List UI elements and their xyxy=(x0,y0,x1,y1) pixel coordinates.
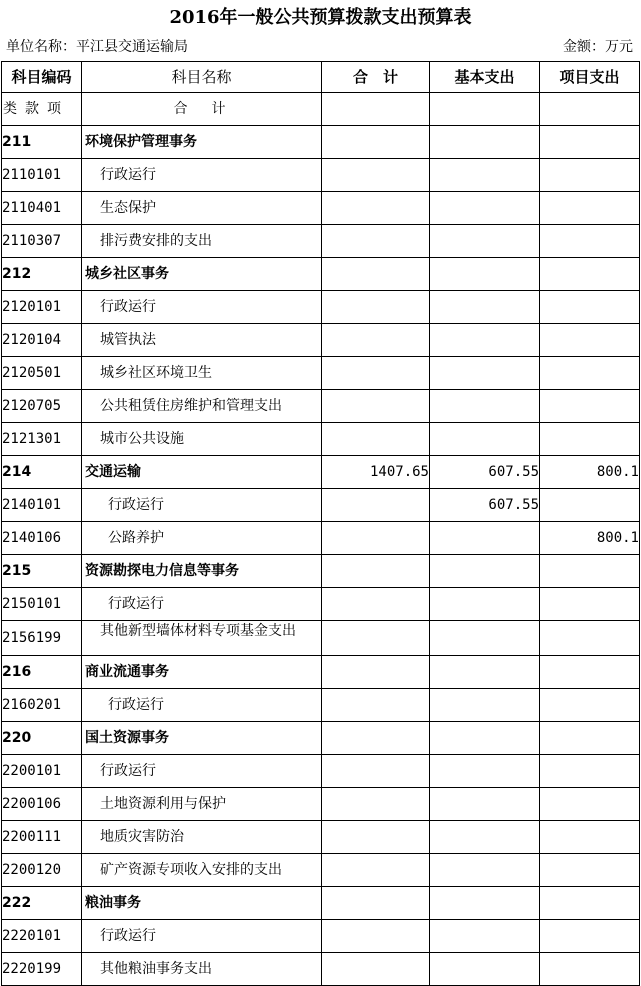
row-total xyxy=(322,390,430,423)
row-total: 1407.65 xyxy=(322,456,430,489)
row-total xyxy=(322,522,430,555)
table-row xyxy=(2,324,640,357)
row-name: 生态保护 xyxy=(82,192,322,225)
row-code: 215 xyxy=(2,555,82,588)
row-name: 城乡社区环境卫生 xyxy=(82,357,322,390)
category-row xyxy=(2,258,640,291)
row-name: 公路养护 xyxy=(82,522,322,555)
row-name: 地质灾害防治 xyxy=(82,821,322,854)
category-row xyxy=(2,555,640,588)
row-basic xyxy=(430,689,540,722)
total-row-project xyxy=(540,93,640,126)
table-row xyxy=(2,522,640,555)
table-row xyxy=(2,423,640,456)
row-total xyxy=(322,588,430,621)
row-name: 交通运输 xyxy=(82,456,322,489)
row-code: 216 xyxy=(2,656,82,689)
row-code: 2110307 xyxy=(2,225,82,258)
row-total xyxy=(322,621,430,656)
row-name: 行政运行 xyxy=(82,588,322,621)
row-project xyxy=(540,192,640,225)
table-row xyxy=(2,788,640,821)
row-project xyxy=(540,225,640,258)
row-total xyxy=(322,258,430,291)
row-name: 矿产资源专项收入安排的支出 xyxy=(82,854,322,887)
row-code: 2140101 xyxy=(2,489,82,522)
row-basic xyxy=(430,621,540,656)
table-row xyxy=(2,390,640,423)
row-project xyxy=(540,291,640,324)
row-code: 2121301 xyxy=(2,423,82,456)
row-project xyxy=(540,159,640,192)
amount-unit: 金额：万元 xyxy=(563,39,633,55)
row-project xyxy=(540,821,640,854)
table-row xyxy=(2,953,640,986)
row-basic xyxy=(430,357,540,390)
row-total xyxy=(322,291,430,324)
total-row-name: 合计 xyxy=(82,93,322,126)
row-total xyxy=(322,953,430,986)
row-project xyxy=(540,722,640,755)
row-basic xyxy=(430,159,540,192)
row-basic xyxy=(430,821,540,854)
row-code: 2200106 xyxy=(2,788,82,821)
header-code: 科目编码 xyxy=(2,62,82,93)
row-name: 粮油事务 xyxy=(82,887,322,920)
row-code: 2220101 xyxy=(2,920,82,953)
header-basic: 基本支出 xyxy=(430,62,540,93)
row-total xyxy=(322,126,430,159)
total-row-total xyxy=(322,93,430,126)
category-row xyxy=(2,722,640,755)
row-code: 2120104 xyxy=(2,324,82,357)
row-project xyxy=(540,689,640,722)
row-code: 212 xyxy=(2,258,82,291)
row-name: 城管执法 xyxy=(82,324,322,357)
table-row xyxy=(2,159,640,192)
row-code: 222 xyxy=(2,887,82,920)
row-basic xyxy=(430,788,540,821)
row-code: 2200111 xyxy=(2,821,82,854)
header-project: 项目支出 xyxy=(540,62,640,93)
row-name: 行政运行 xyxy=(82,755,322,788)
row-total xyxy=(322,920,430,953)
table-row xyxy=(2,920,640,953)
row-project xyxy=(540,357,640,390)
total-row xyxy=(2,93,640,126)
row-basic xyxy=(430,291,540,324)
row-total xyxy=(322,755,430,788)
row-project xyxy=(540,489,640,522)
row-total xyxy=(322,225,430,258)
row-total xyxy=(322,489,430,522)
row-code: 2150101 xyxy=(2,588,82,621)
row-basic: 607.55 xyxy=(430,489,540,522)
row-project xyxy=(540,555,640,588)
row-basic xyxy=(430,555,540,588)
row-total xyxy=(322,689,430,722)
row-total xyxy=(322,722,430,755)
row-name: 商业流通事务 xyxy=(82,656,322,689)
row-basic xyxy=(430,920,540,953)
row-basic xyxy=(430,953,540,986)
category-row xyxy=(2,656,640,689)
row-name: 土地资源利用与保护 xyxy=(82,788,322,821)
row-code: 2200120 xyxy=(2,854,82,887)
row-basic xyxy=(430,258,540,291)
header-name: 科目名称 xyxy=(82,62,322,93)
row-project xyxy=(540,588,640,621)
category-row xyxy=(2,126,640,159)
row-total xyxy=(322,423,430,456)
row-basic xyxy=(430,656,540,689)
row-basic xyxy=(430,854,540,887)
row-code: 2120705 xyxy=(2,390,82,423)
row-name: 国土资源事务 xyxy=(82,722,322,755)
row-code: 2140106 xyxy=(2,522,82,555)
header-total: 合 计 xyxy=(322,62,430,93)
total-row-basic xyxy=(430,93,540,126)
row-name: 行政运行 xyxy=(82,489,322,522)
row-code: 2110101 xyxy=(2,159,82,192)
table-row xyxy=(2,755,640,788)
page-title: 2016年一般公共预算拨款支出预算表 xyxy=(169,7,472,28)
row-project xyxy=(540,788,640,821)
row-total xyxy=(322,788,430,821)
row-project xyxy=(540,621,640,656)
row-basic xyxy=(430,887,540,920)
row-name: 城市公共设施 xyxy=(82,423,322,456)
row-name: 行政运行 xyxy=(82,689,322,722)
row-basic xyxy=(430,755,540,788)
row-code: 2156199 xyxy=(2,621,82,656)
row-project xyxy=(540,656,640,689)
row-total xyxy=(322,821,430,854)
row-basic xyxy=(430,423,540,456)
table-row xyxy=(2,854,640,887)
category-row xyxy=(2,887,640,920)
row-basic xyxy=(430,588,540,621)
row-total xyxy=(322,357,430,390)
row-total xyxy=(322,854,430,887)
table-row xyxy=(2,489,640,522)
row-total xyxy=(322,656,430,689)
table-row xyxy=(2,689,640,722)
row-code: 211 xyxy=(2,126,82,159)
row-name: 公共租赁住房维护和管理支出 xyxy=(82,390,322,423)
row-basic xyxy=(430,324,540,357)
table-row xyxy=(2,291,640,324)
row-project xyxy=(540,423,640,456)
row-code: 2110401 xyxy=(2,192,82,225)
row-project xyxy=(540,324,640,357)
row-project xyxy=(540,854,640,887)
row-code: 2220199 xyxy=(2,953,82,986)
row-name: 环境保护管理事务 xyxy=(82,126,322,159)
row-project xyxy=(540,920,640,953)
row-total xyxy=(322,887,430,920)
table-row xyxy=(2,357,640,390)
row-code: 2120101 xyxy=(2,291,82,324)
row-project xyxy=(540,390,640,423)
table-row xyxy=(2,621,640,656)
header-row xyxy=(2,62,640,93)
row-name: 其他粮油事务支出 xyxy=(82,953,322,986)
row-total xyxy=(322,192,430,225)
row-project: 800.1 xyxy=(540,456,640,489)
row-name: 行政运行 xyxy=(82,291,322,324)
row-name: 其他新型墙体材料专项基金支出 xyxy=(82,621,322,656)
row-total xyxy=(322,324,430,357)
row-project: 800.1 xyxy=(540,522,640,555)
row-basic xyxy=(430,390,540,423)
row-code: 2120501 xyxy=(2,357,82,390)
category-row xyxy=(2,456,640,489)
row-name: 城乡社区事务 xyxy=(82,258,322,291)
table-row xyxy=(2,588,640,621)
row-name: 资源勘探电力信息等事务 xyxy=(82,555,322,588)
row-basic xyxy=(430,722,540,755)
row-name: 行政运行 xyxy=(82,920,322,953)
row-basic xyxy=(430,126,540,159)
row-code: 2160201 xyxy=(2,689,82,722)
row-code: 2200101 xyxy=(2,755,82,788)
table-row xyxy=(2,821,640,854)
budget-table xyxy=(1,61,640,986)
row-code: 214 xyxy=(2,456,82,489)
row-total xyxy=(322,159,430,192)
row-project xyxy=(540,887,640,920)
row-project xyxy=(540,258,640,291)
row-basic xyxy=(430,522,540,555)
row-project xyxy=(540,953,640,986)
row-name: 排污费安排的支出 xyxy=(82,225,322,258)
row-basic xyxy=(430,192,540,225)
row-code: 220 xyxy=(2,722,82,755)
row-basic: 607.55 xyxy=(430,456,540,489)
row-basic xyxy=(430,225,540,258)
table-row xyxy=(2,192,640,225)
row-project xyxy=(540,126,640,159)
row-name: 行政运行 xyxy=(82,159,322,192)
total-row-code: 类款项 xyxy=(2,93,82,126)
unit-name: 单位名称：平江县交通运输局 xyxy=(6,39,188,55)
row-project xyxy=(540,755,640,788)
row-total xyxy=(322,555,430,588)
table-row xyxy=(2,225,640,258)
